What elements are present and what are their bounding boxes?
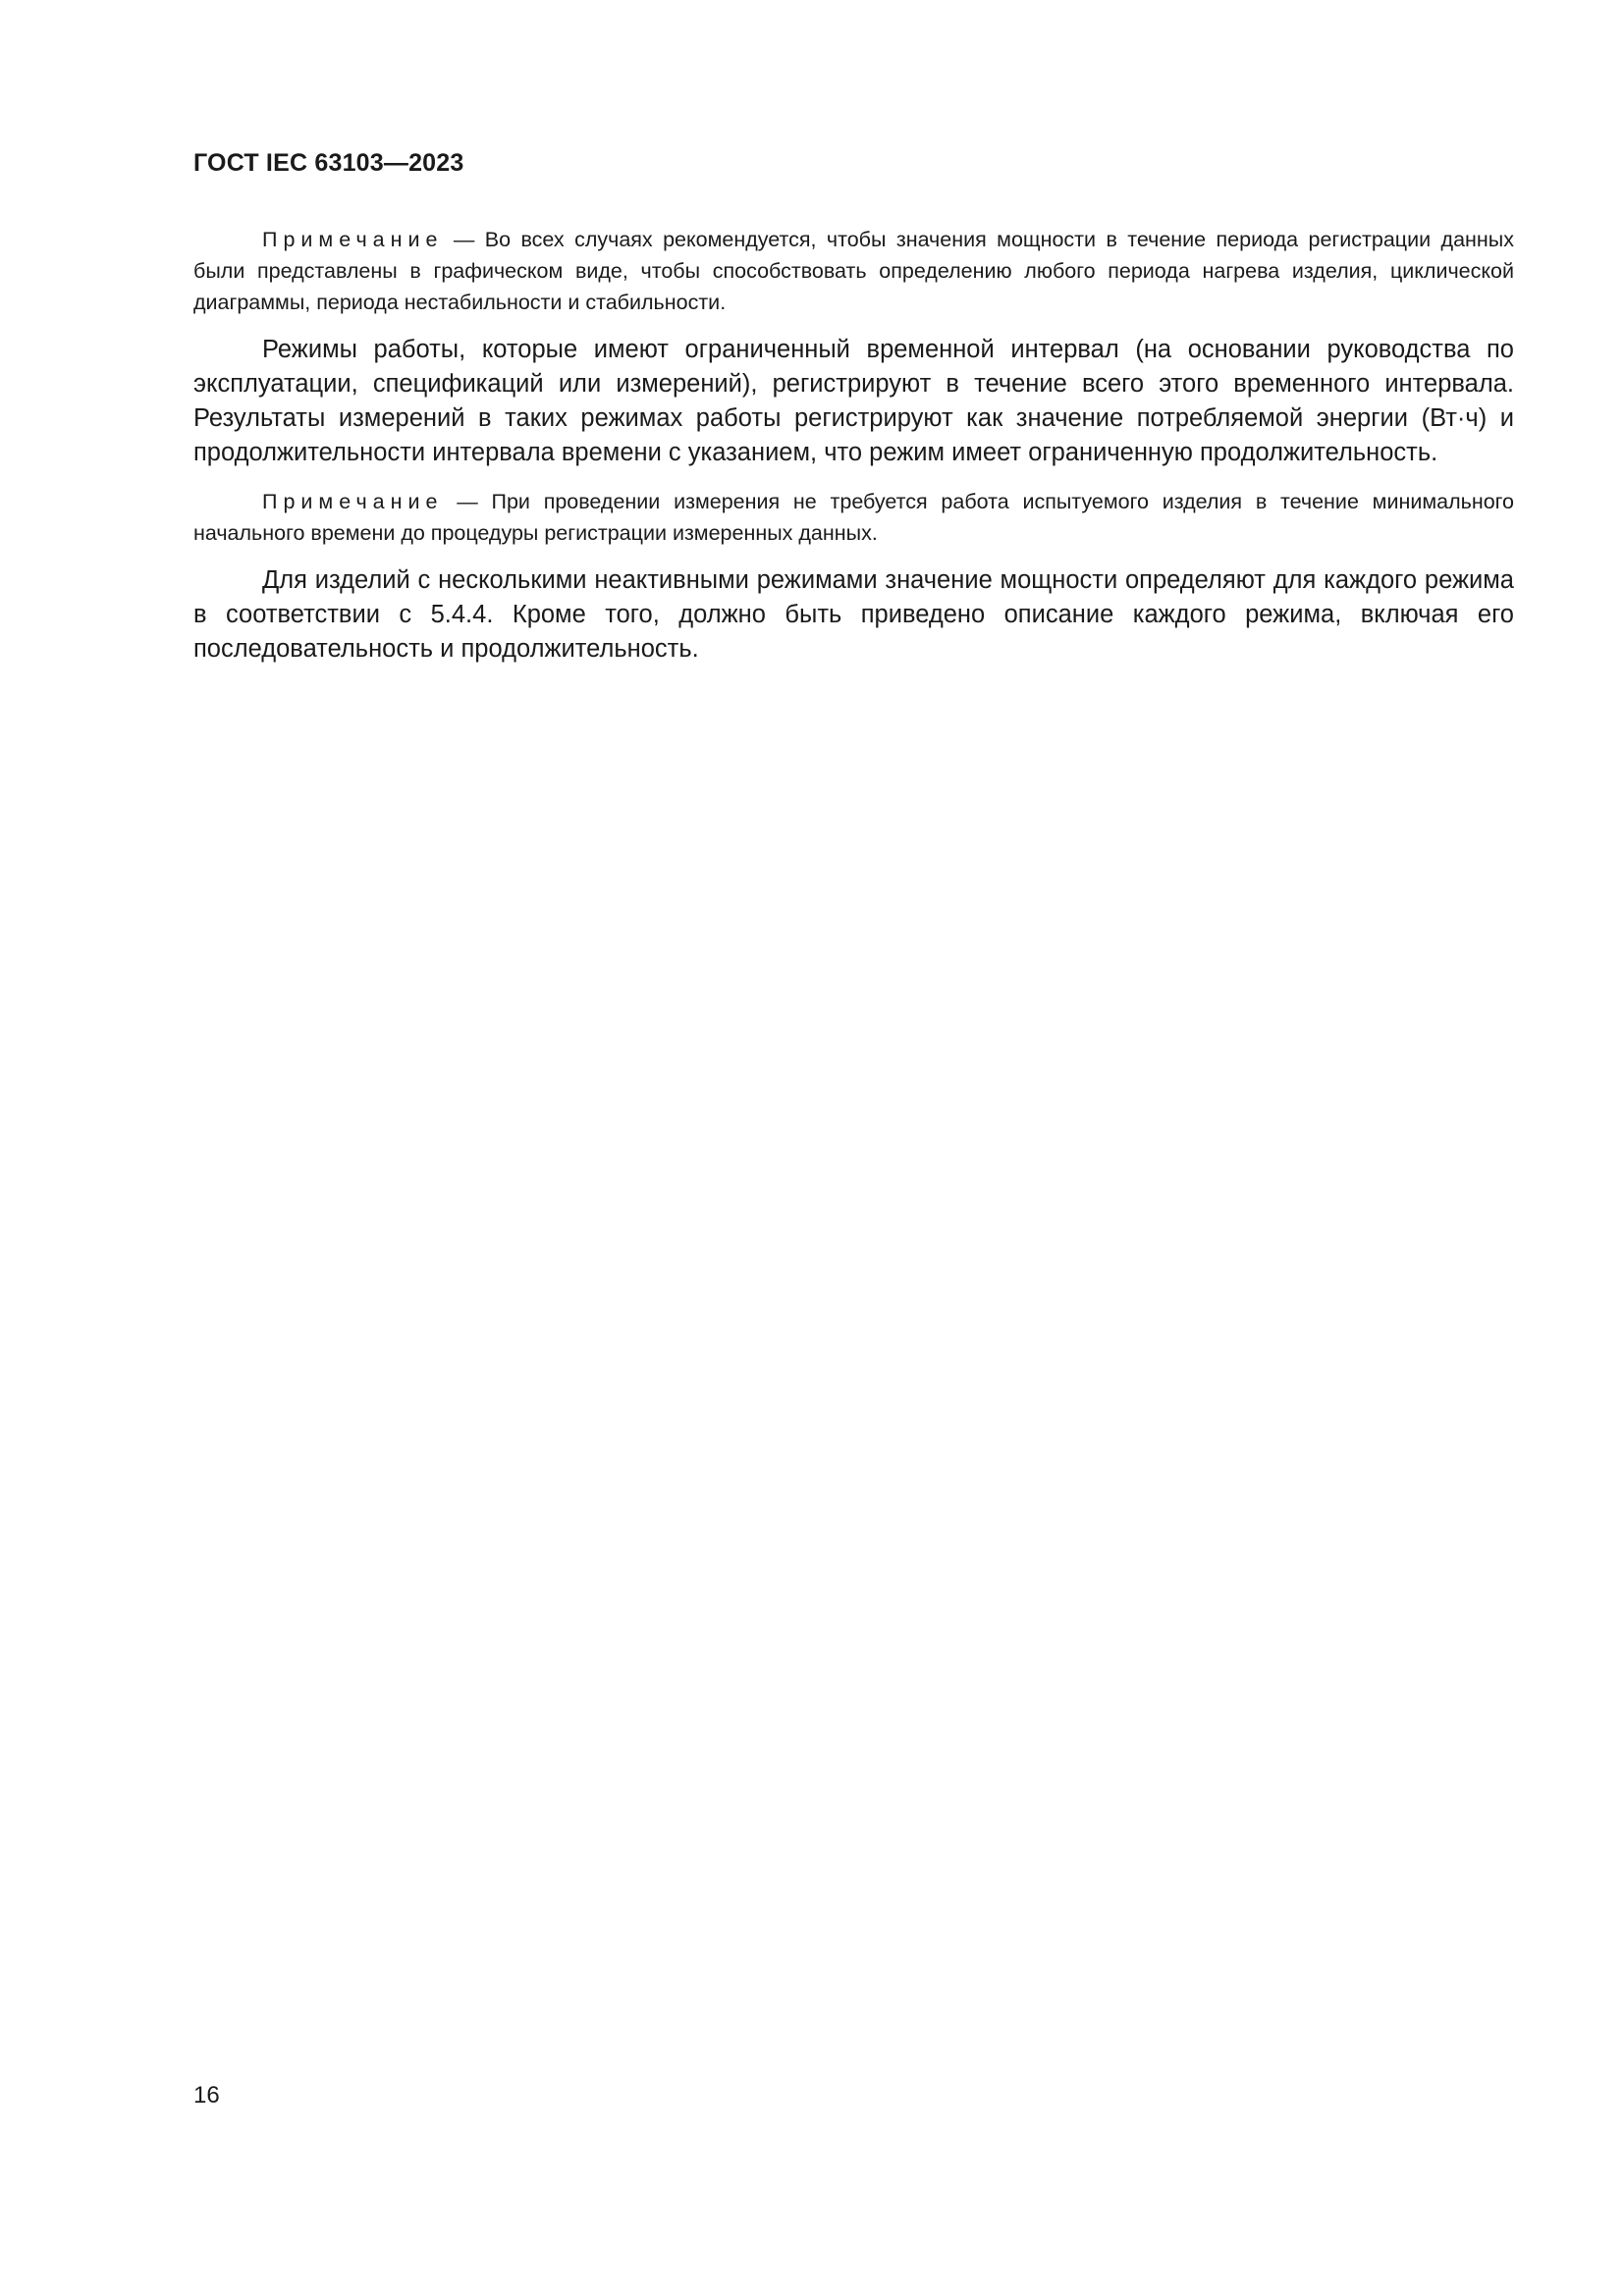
document-body <box>193 224 1514 682</box>
document-header-title: ГОСТ IEC 63103—2023 <box>193 149 464 177</box>
note-text: — При проведении измерения не требуется работа испытуемого изделия в течение минимального начального времени до процедуры регистрации измеренных данных. <box>193 490 1514 545</box>
body-paragraph-2: Для изделий с несколькими неактивными режимами значение мощности определяют для каждого режима в соответствии с 5.4.4. Кроме того, должно быть приведено описание каждого режима, включая его последовательность и продолжительность. <box>193 566 1514 663</box>
note-paragraph-1 <box>193 224 1514 318</box>
note-text: — Во всех случаях рекомендуется, чтобы значения мощности в течение периода регистрации данных были представлены в графическом виде, чтобы способствовать определению любого периода нагрева изделия, циклической диаграммы, периода нестабильности и стабильности. <box>193 228 1514 314</box>
body-paragraph-1: Режимы работы, которые имеют ограниченный временной интервал (на основании руководства по эксплуатации, спецификаций или измерений), регистрируют в течение всего этого временного интервала. Результаты измерений в таких режимах работы регистрируют как значение потребляемой энергии (Вт·ч) и продолжительности интервала времени с указанием, что режим имеет ограниченную продолжительность. <box>193 336 1514 466</box>
note-label: Примечание <box>262 490 444 513</box>
note-paragraph-2 <box>193 486 1514 549</box>
page-number: 16 <box>193 2082 220 2109</box>
note-label: Примечание <box>262 228 444 251</box>
